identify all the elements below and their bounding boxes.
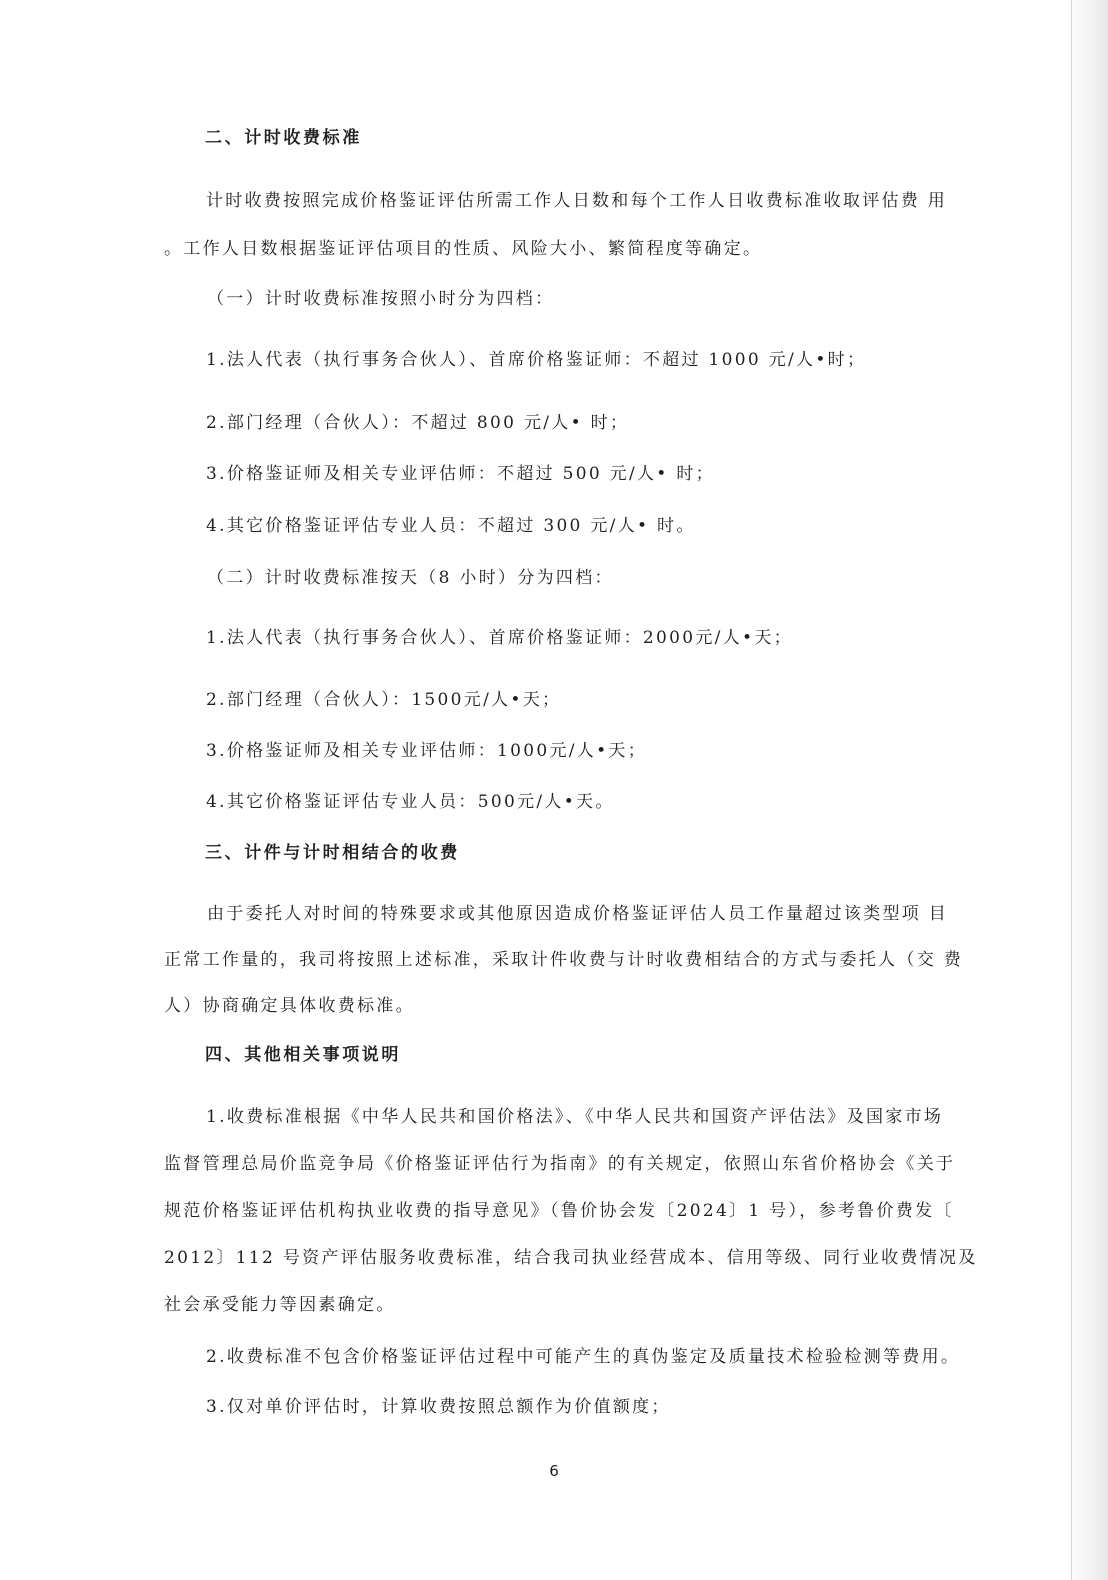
scan-edge-line bbox=[1071, 0, 1072, 1580]
list-item: 2.收费标准不包含价格鉴证评估过程中可能产生的真伪鉴定及质量技术检验检测等费用。 bbox=[206, 1347, 961, 1367]
scan-edge-shadow bbox=[1068, 0, 1108, 1580]
paragraph-line: 社会承受能力等因素确定。 bbox=[164, 1295, 396, 1315]
page-number: 6 bbox=[549, 1462, 559, 1480]
section-heading-4: 四、其他相关事项说明 bbox=[205, 1045, 401, 1065]
section-heading-2: 二、计时收费标准 bbox=[205, 128, 362, 148]
paragraph-line: 规范价格鉴证评估机构执业收费的指导意见》（鲁价协会发〔2024〕1 号），参考鲁价费发〔 bbox=[164, 1201, 954, 1221]
paragraph-line: 计时收费按照完成价格鉴证评估所需工作人日数和每个工作人日收费标准收取评估费 用 bbox=[206, 191, 948, 211]
paragraph-line: 由于委托人对时间的特殊要求或其他原因造成价格鉴证评估人员工作量超过该类型项 目 bbox=[207, 904, 949, 924]
subsection-heading-hourly: （一）计时收费标准按照小时分为四档： bbox=[207, 289, 555, 309]
section-heading-3: 三、计件与计时相结合的收费 bbox=[205, 843, 460, 863]
subsection-heading-daily: （二）计时收费标准按天（8 小时）分为四档： bbox=[207, 568, 614, 588]
list-item: 1.法人代表（执行事务合伙人）、首席价格鉴证师：不超过 1000 元/人•时； bbox=[206, 350, 867, 370]
list-item: 2.部门经理（合伙人）：不超过 800 元/人• 时； bbox=[206, 413, 630, 433]
list-item: 2.部门经理（合伙人）：1500元/人•天； bbox=[206, 690, 562, 710]
paragraph-line: 正常工作量的，我司将按照上述标准，采取计件收费与计时收费相结合的方式与委托人（交 费 bbox=[164, 950, 964, 970]
list-item: 3.价格鉴证师及相关专业评估师：1000元/人•天； bbox=[206, 741, 648, 761]
list-item: 4.其它价格鉴证评估专业人员：不超过 300 元/人• 时。 bbox=[206, 516, 696, 536]
paragraph-line: 1.收费标准根据《中华人民共和国价格法》、《中华人民共和国资产评估法》及国家市场 bbox=[206, 1107, 944, 1127]
list-item: 3.价格鉴证师及相关专业评估师：不超过 500 元/人• 时； bbox=[206, 464, 715, 484]
paragraph-line: 监督管理总局价监竞争局《价格鉴证评估行为指南》的有关规定，依照山东省价格协会《关于 bbox=[164, 1154, 956, 1174]
paragraph-line: 2012〕112 号资产评估服务收费标准，结合我司执业经营成本、信用等级、同行业收费情况及 bbox=[164, 1248, 978, 1268]
paragraph-line: 人）协商确定具体收费标准。 bbox=[164, 996, 415, 1016]
paragraph-line: 。工作人日数根据鉴证评估项目的性质、风险大小、繁简程度等确定。 bbox=[164, 239, 763, 259]
list-item: 4.其它价格鉴证评估专业人员：500元/人•天。 bbox=[206, 792, 615, 812]
list-item: 3.仅对单价评估时，计算收费按照总额作为价值额度； bbox=[206, 1397, 671, 1417]
list-item: 1.法人代表（执行事务合伙人）、首席价格鉴证师：2000元/人•天； bbox=[206, 628, 793, 648]
